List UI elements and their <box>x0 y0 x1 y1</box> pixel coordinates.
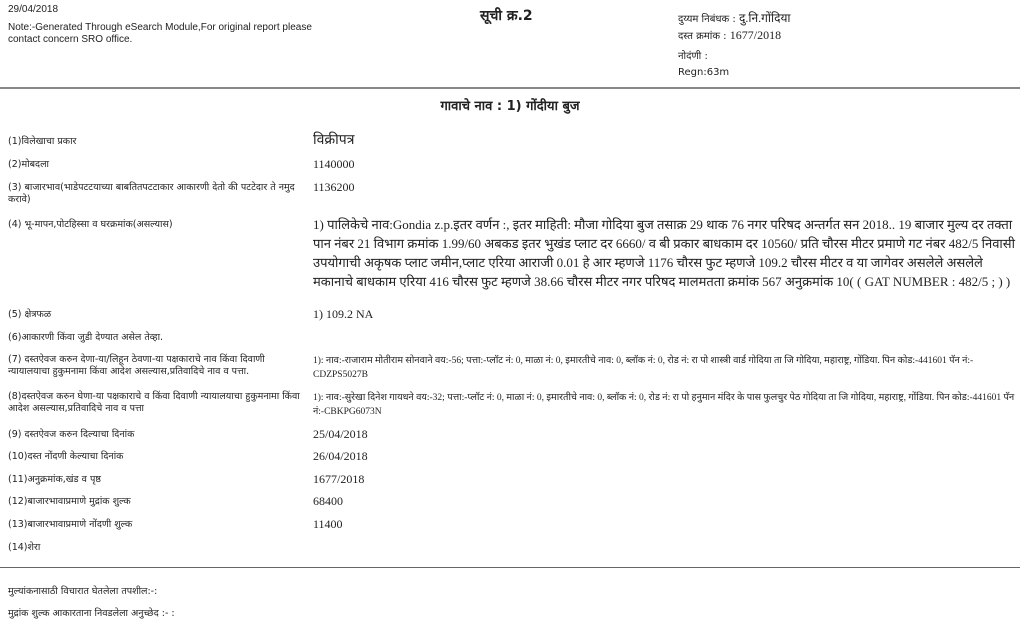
village-name: गावाचे नाव : 1) गोंदीया बुज <box>440 99 580 114</box>
row-value: 1140000 <box>313 157 355 171</box>
row-value: 1136200 <box>313 180 355 194</box>
row-value: 25/04/2018 <box>313 427 368 441</box>
row-label: (4) भू-मापन,पोटहिस्सा व घरक्रमांक(असल्यास) <box>8 219 173 230</box>
valuation-details: मुल्यांकनासाठी विचारात घेतलेला तपशील:-: <box>8 586 158 597</box>
row-label: (5) क्षेत्रफळ <box>8 309 52 320</box>
report-date: 29/04/2018 <box>8 4 59 15</box>
report-note: Note:-Generated Through eSearch Module,For original report please contact concern SRO office. <box>8 22 312 45</box>
row-label: (3) बाजारभाव(भाडेपटटयाच्या बाबतितपटटाकार आकारणी देतो की पटटेदार ते नमुद करावे) <box>8 182 295 205</box>
row-label: (6)आकारणी किंवा जुडी देण्यात असेल तेव्हा. <box>8 332 164 343</box>
row-label: (11)अनुक्रमांक,खंड व पृष्ठ <box>8 474 101 485</box>
office-line <box>678 9 791 26</box>
row-value: विक्रीपत्र <box>313 133 355 148</box>
regn-value: Regn:63m <box>678 67 730 78</box>
row-label: (9) दस्तऐवज करुन दिल्याचा दिनांक <box>8 429 135 440</box>
divider-top <box>0 87 1020 89</box>
doc-number-line <box>678 28 781 43</box>
stamp-article: मुद्रांक शुल्क आकारताना निवडलेला अनुच्छेद :- : <box>8 608 175 619</box>
row-label: (7) दस्तऐवज करुन देणा-या/लिहून ठेवणा-या पक्षकाराचे नाव किंवा दिवाणी न्यायालयाचा हुकुमनामा किंवा आदेश असल्यास,प्रतिवादिचे नाव व पत्ता. <box>8 354 265 377</box>
row-label: (2)मोबदला <box>8 159 49 170</box>
row-label: (12)बाजारभावाप्रमाणे मुद्रांक शुल्क <box>8 496 131 507</box>
row-value: 1): नाव:-राजाराम मोतीराम सोनवाने वय:-56; पत्ता:-प्लॉट नं: 0, माळा नं: 0, इमारतीचे नाव: 0, ब्लॉक नं: 0, रोड नं: रा पो शास्त्री वार्ड गोदिया ता जि गोदिया, महाराष्ट्र, गोंडिया. पिन कोड:-441601 पॅन नं:-CDZPS5027B <box>313 356 974 380</box>
row-value: 1): नाव:-सुरेखा दिनेश गायधने वय:-32; पत्ता:-प्लॉट नं: 0, माळा नं: 0, इमारतीचे नाव: 0, ब्लॉक नं: 0, रोड नं: रा पो हनुमान मंदिर के पास फुलचुर पेठ गोदिया ता जि गोदिया, महाराष्ट्र, गोंडिया. पिन कोड:-441601 पॅन नं:-CBKPG6073N <box>313 393 1015 417</box>
row-value: 11400 <box>313 517 343 531</box>
row-label: (13)बाजारभावाप्रमाणे नोंदणी शुल्क <box>8 519 133 530</box>
row-label: (1)विलेखाचा प्रकार <box>8 136 77 147</box>
row-value: 1) 109.2 NA <box>313 307 374 321</box>
office-value: दु.नि.गोंदिया <box>738 11 791 25</box>
row-label: (8)दस्तऐवज करुन घेणा-या पक्षकाराचे व किंवा दिवाणी न्यायालयाचा हुकुमनामा किंवा आदेश असल्यास,प्रतिवादिचे नाव व पत्ता <box>8 391 300 414</box>
row-value: 26/04/2018 <box>313 449 368 463</box>
registration-label: नोदंणी : <box>678 51 708 62</box>
row-value: 68400 <box>313 494 343 508</box>
row-value: 1677/2018 <box>313 472 365 486</box>
divider-bottom <box>0 567 1020 568</box>
row-label: (14)शेरा <box>8 542 41 553</box>
doc-number-label: दस्त क्रमांक : <box>678 31 727 42</box>
page-title: सूची क्र.2 <box>480 8 533 24</box>
row-value: 1) पालिकेचे नाव:Gondia z.p.इतर वर्णन :, इतर माहिती: मौजा गोदिया बुज तसाक्र 29 थाक 76 नगर परिषद अन्तर्गत सन 2018.. 19 बाजार मुल्य दर तक्ता पान नंबर 21 विभाग क्रमांक 1.99/60 अबकड इतर भुखंड प्लाट दर 6660/ व बी प्रकार बाधकाम दर 10560/ प्रति चौरस मीटर प्रमाणे गट नंबर 482/5 निवासी उपयोगाची अकृषक प्लाट जमीन,प्लाट एरिया आराजी 0.01 हे आर म्हणजे 1176 चौरस फुट म्हणजे 109.2 चौरस मीटर व या जागेवर असलेले असलेले मकानाचे बाधकाम एरिया 416 चौरस फुट म्हणजे 38.66 चौरस मीटर नगर परिषद मालमतता क्रमांक 567 अनुक्रमांक 10( ( GAT NUMBER : 482/5 ; ) ) <box>313 217 1015 289</box>
row-label: (10)दस्त नोंदणी केल्याचा दिनांक <box>8 451 124 462</box>
office-label: दुय्यम निबंधक : <box>678 14 736 25</box>
doc-number-value: 1677/2018 <box>729 28 782 42</box>
